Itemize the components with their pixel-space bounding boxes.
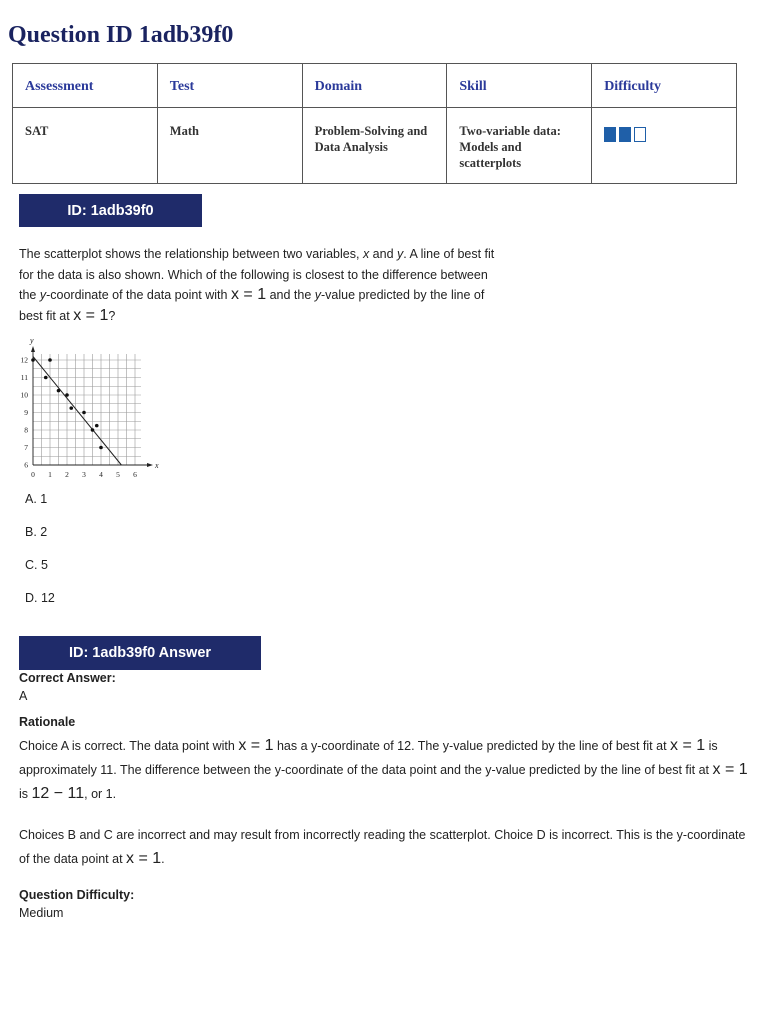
choice-c[interactable]: C. 5 [25,558,48,572]
question-text [19,244,499,326]
choice-d[interactable]: D. 12 [25,591,55,605]
y-tick-label: 6 [24,460,28,470]
x-tick-label: 3 [82,470,86,479]
question-text-part: The scatterplot shows the relationship between two variables, [19,247,363,261]
y-tick-label: 12 [20,355,28,365]
data-point [91,428,95,432]
header-domain: Domain [302,64,447,108]
x-axis-arrow [147,463,153,467]
data-point [99,446,103,450]
y-tick-label: 8 [24,425,28,435]
x-tick-label: 1 [48,470,52,479]
math-expression: x = 1 [238,737,274,754]
var-x: x [362,247,370,261]
question-text-part: and the [266,288,315,302]
y-tick-label: 11 [20,373,28,382]
rationale-text: Choices B and C are incorrect and may result from incorrectly reading the scatterplot. Choice D is incorrect. This is the y-coordinate of the data point at [19,828,746,866]
correct-answer-value: A [19,689,28,703]
var-y: y [314,288,321,302]
question-metadata-table [12,63,737,184]
rationale-text: has a y-coordinate of 12. The y-value predicted by the line of best fit at [273,739,671,753]
question-text-part: -value predicted by the line of best fit at [19,288,485,323]
y-axis-label: y [30,338,34,345]
question-text-part: and [369,247,397,261]
var-y: y [397,247,404,261]
value-assessment: SAT [13,108,158,184]
value-domain: Problem-Solving and Data Analysis [302,108,447,184]
x-tick-label: 0 [31,470,35,479]
value-difficulty [592,108,737,184]
math-expression: 12 − 11 [31,785,85,802]
math-expression: x = 1 [712,761,748,778]
y-axis-arrow [31,346,35,352]
choice-b[interactable]: B. 2 [25,525,48,539]
rationale-paragraph-2 [19,823,749,871]
question-text-part: ? [108,308,116,323]
math-expression: x = 1 [126,850,162,867]
header-difficulty: Difficulty [592,64,737,108]
math-expression: x = 1 [230,286,267,303]
x-tick-label: 5 [116,470,120,479]
y-tick-label: 7 [24,443,28,452]
metadata-header-row [13,64,737,108]
data-point [57,389,61,393]
page-title: Question ID 1adb39f0 [8,22,234,48]
rationale-text: is [19,787,32,801]
rationale-text: is approximately 11. The difference between the y-coordinate of the data point and the y-value predicted by the line of best fit at [19,739,718,777]
question-text-part: . A line of best fit for the data is also shown. Which of the following is closest to the difference between the [19,247,495,302]
difficulty-indicator [604,127,724,142]
question-id-banner: ID: 1adb39f0 [19,194,202,227]
x-tick-label: 4 [99,470,103,479]
header-assessment: Assessment [13,64,158,108]
x-tick-label: 6 [133,470,137,479]
difficulty-square-filled [619,127,631,142]
x-axis-label: x [155,461,159,470]
y-tick-label: 9 [24,408,28,417]
rationale-text: . [161,852,165,866]
data-point [69,406,73,410]
x-tick-label: 2 [65,470,69,479]
scatterplot [14,338,159,483]
y-tick-label: 10 [20,390,28,400]
answer-id-banner: ID: 1adb39f0 Answer [19,636,261,670]
difficulty-square-filled [604,127,616,142]
data-point [48,358,52,362]
math-expression: x = 1 [73,306,109,324]
line-of-best-fit [33,357,121,466]
data-point [65,393,69,397]
question-difficulty-value: Medium [19,906,64,920]
difficulty-square-empty [634,127,646,142]
math-expression: x = 1 [670,737,706,754]
header-skill: Skill [447,64,592,108]
choice-a[interactable]: A. 1 [25,492,48,506]
var-y: y [39,288,47,302]
header-test: Test [157,64,302,108]
rationale-text: , or 1. [84,787,117,801]
value-skill: Two-variable data: Models and scatterplots [447,108,592,184]
data-point [31,358,35,362]
metadata-value-row [13,108,737,184]
question-text-part: -coordinate of the data point with [46,288,231,302]
data-point [82,411,86,415]
data-point [44,376,48,380]
rationale-label: Rationale [19,715,76,729]
data-point [95,424,99,428]
question-difficulty-label: Question Difficulty: [19,888,135,902]
rationale-paragraph-1 [19,734,749,806]
correct-answer-label: Correct Answer: [19,671,116,685]
value-test: Math [157,108,302,184]
rationale-text: Choice A is correct. The data point with [19,739,239,753]
